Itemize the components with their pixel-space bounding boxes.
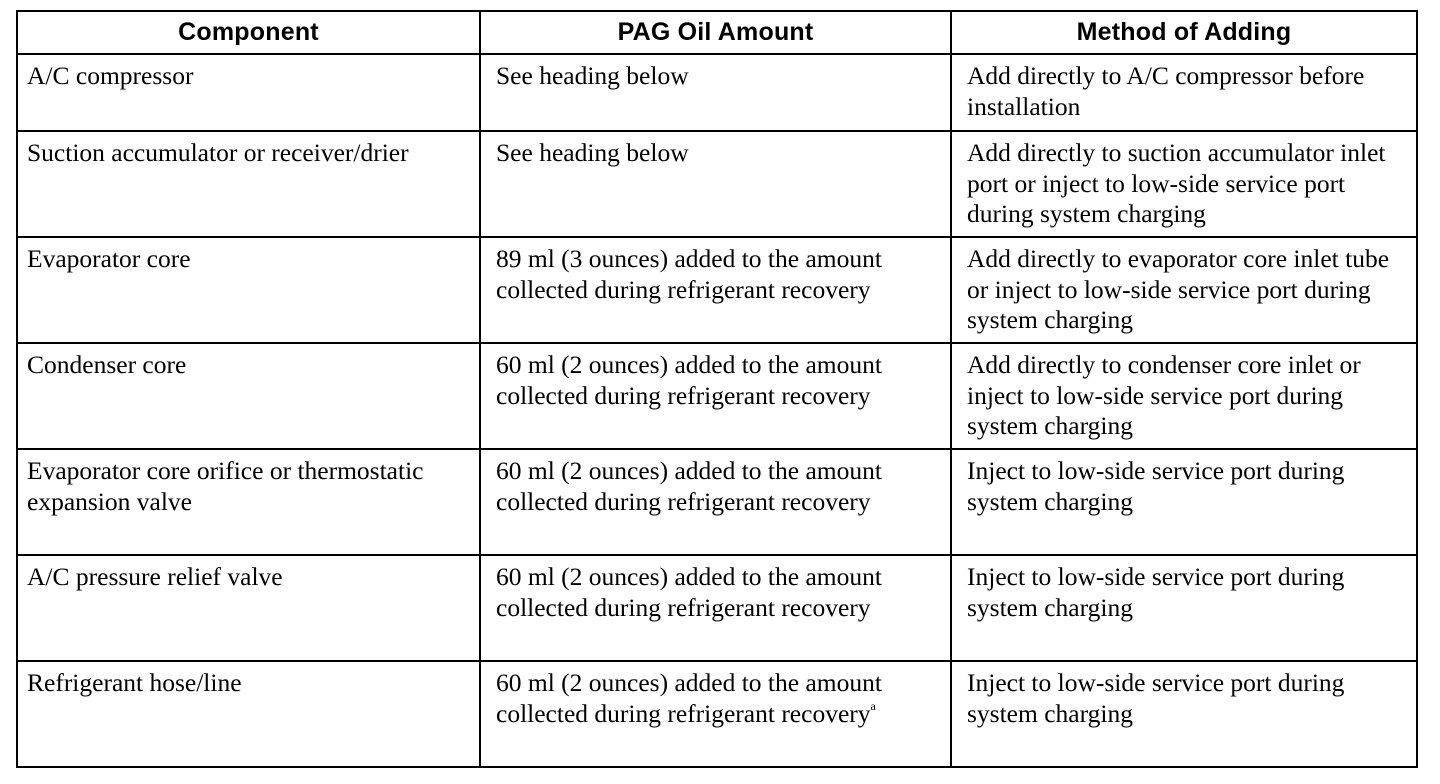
- cell-component: Condenser core: [17, 343, 480, 449]
- cell-amount: 60 ml (2 ounces) added to the amount collected during refrigerant recovery: [480, 343, 951, 449]
- cell-component: Evaporator core: [17, 237, 480, 343]
- header-method-of-adding: Method of Adding: [951, 11, 1417, 54]
- cell-component: A/C compressor: [17, 54, 480, 131]
- pag-oil-table: [16, 10, 1418, 768]
- footnote-marker: a: [870, 699, 876, 713]
- table-row: [17, 343, 1417, 449]
- header-component: Component: [17, 11, 480, 54]
- table-row: [17, 54, 1417, 131]
- cell-component: Evaporator core orifice or thermostatic expansion valve: [17, 449, 480, 555]
- table-row: [17, 237, 1417, 343]
- cell-amount: See heading below: [480, 131, 951, 237]
- cell-amount: See heading below: [480, 54, 951, 131]
- table-row: [17, 131, 1417, 237]
- cell-amount-text: 60 ml (2 ounces) added to the amount collected during refrigerant recovery: [496, 668, 882, 728]
- cell-component: A/C pressure relief valve: [17, 555, 480, 661]
- table-header-row: [17, 11, 1417, 54]
- cell-component: Refrigerant hose/line: [17, 661, 480, 767]
- cell-method: Add directly to evaporator core inlet tube or inject to low-side service port during system charging: [951, 237, 1417, 343]
- cell-amount: [480, 661, 951, 767]
- cell-amount: 60 ml (2 ounces) added to the amount collected during refrigerant recovery: [480, 555, 951, 661]
- cell-method: Inject to low-side service port during system charging: [951, 555, 1417, 661]
- cell-method: Add directly to A/C compressor before installation: [951, 54, 1417, 131]
- table-row: [17, 449, 1417, 555]
- cell-component: Suction accumulator or receiver/drier: [17, 131, 480, 237]
- header-pag-oil-amount: PAG Oil Amount: [480, 11, 951, 54]
- table-row: [17, 555, 1417, 661]
- cell-method: Inject to low-side service port during system charging: [951, 449, 1417, 555]
- cell-method: Inject to low-side service port during system charging: [951, 661, 1417, 767]
- cell-amount: 89 ml (3 ounces) added to the amount collected during refrigerant recovery: [480, 237, 951, 343]
- cell-method: Add directly to condenser core inlet or inject to low-side service port during system charging: [951, 343, 1417, 449]
- table-row: [17, 661, 1417, 767]
- cell-method: Add directly to suction accumulator inlet port or inject to low-side service port during system charging: [951, 131, 1417, 237]
- cell-amount: 60 ml (2 ounces) added to the amount collected during refrigerant recovery: [480, 449, 951, 555]
